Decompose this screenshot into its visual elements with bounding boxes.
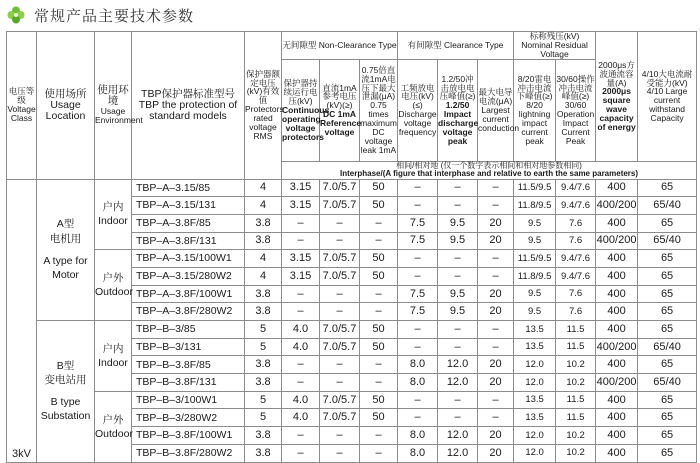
value-cell: 20 <box>478 444 514 462</box>
header-large-current: 4/10大电流耐受能力(kV) 4/10 Large current withstand Capacity <box>638 32 697 162</box>
value-cell: 400 <box>596 427 638 445</box>
value-cell: – <box>320 374 360 392</box>
value-cell: 3.8 <box>245 374 282 392</box>
header-residual-voltage: 标称残压(kV) Nominal Residual Voltage <box>514 32 596 60</box>
value-cell: 65 <box>638 444 697 462</box>
value-cell: 65 <box>638 427 697 445</box>
value-cell: – <box>478 391 514 409</box>
header-interphase-note: 相间/相对地 (仅一个数字表示相间和相对地参数相同) Interphase/(A figure that interphase and relative to earth the same parameters) <box>282 161 697 179</box>
value-cell: 7.5 <box>398 285 438 303</box>
value-cell: – <box>438 179 478 197</box>
value-cell: 65 <box>638 391 697 409</box>
value-cell: 50 <box>360 250 398 268</box>
value-cell: 20 <box>478 303 514 321</box>
value-cell: – <box>438 391 478 409</box>
value-cell: – <box>360 214 398 232</box>
usage-environment-text: Indoor <box>98 356 128 369</box>
model-cell: TBP–A–3.8F/100W1 <box>132 285 245 303</box>
header-usage-environment: 使用环境 Usage Environment <box>95 32 132 180</box>
value-cell: 12.0 <box>514 427 556 445</box>
value-cell: 400 <box>596 214 638 232</box>
value-cell: – <box>438 321 478 339</box>
value-cell: 65 <box>638 179 697 197</box>
value-cell: 400 <box>596 179 638 197</box>
value-cell: 3.8 <box>245 356 282 374</box>
value-cell: 9.5 <box>438 285 478 303</box>
value-cell: – <box>282 356 320 374</box>
value-cell: – <box>360 285 398 303</box>
value-cell: – <box>478 321 514 339</box>
value-cell: 50 <box>360 197 398 215</box>
value-cell: – <box>398 179 438 197</box>
value-cell: – <box>478 197 514 215</box>
value-cell: – <box>398 409 438 427</box>
usage-environment-cell <box>95 321 132 392</box>
header-model: TBP保护器标准型号 TBP the protection of standard models <box>132 32 245 180</box>
usage-environment-text: Outdoor <box>95 286 133 299</box>
value-cell: 4 <box>245 179 282 197</box>
value-cell: 10.2 <box>556 374 596 392</box>
model-cell: TBP–A–3.15/100W1 <box>132 250 245 268</box>
value-cell: – <box>320 444 360 462</box>
header-dc-1ma: 直流1mA参考电压(kV)(≥) DC 1mA Reference voltage <box>320 59 360 161</box>
value-cell: 4.0 <box>282 321 320 339</box>
value-cell: 8.0 <box>398 444 438 462</box>
value-cell: 13.5 <box>514 409 556 427</box>
value-cell: – <box>282 214 320 232</box>
value-cell: 9.4/7.6 <box>556 267 596 285</box>
value-cell: 65 <box>638 356 697 374</box>
header-max-current: 最大电导电流(μA) Largest current conduction <box>478 59 514 161</box>
value-cell: 400 <box>596 356 638 374</box>
value-cell: – <box>438 267 478 285</box>
value-cell: 400 <box>596 250 638 268</box>
value-cell: 65 <box>638 303 697 321</box>
value-cell: 4.0 <box>282 391 320 409</box>
value-cell: – <box>478 179 514 197</box>
value-cell: 9.5 <box>438 214 478 232</box>
table-row <box>7 179 697 197</box>
usage-environment-cell <box>95 250 132 321</box>
value-cell: 7.0/5.7 <box>320 179 360 197</box>
value-cell: 3.8 <box>245 232 282 250</box>
value-cell: 11.5/9.5 <box>514 250 556 268</box>
value-cell: 20 <box>478 374 514 392</box>
value-cell: 9.4/7.6 <box>556 250 596 268</box>
value-cell: 400/200 <box>596 338 638 356</box>
spec-table-body <box>7 179 697 462</box>
value-cell: 20 <box>478 214 514 232</box>
header-power-freq: 工频放电电压(kV)(≤) Discharge voltage frequency <box>398 59 438 161</box>
value-cell: 3.15 <box>282 197 320 215</box>
value-cell: – <box>360 374 398 392</box>
model-cell: TBP–B–3.8F/131 <box>132 374 245 392</box>
value-cell: 12.0 <box>438 374 478 392</box>
value-cell: 7.0/5.7 <box>320 267 360 285</box>
model-cell: TBP–A–3.15/85 <box>132 179 245 197</box>
value-cell: 3.15 <box>282 267 320 285</box>
value-cell: 11.5 <box>556 409 596 427</box>
value-cell: 400 <box>596 391 638 409</box>
value-cell: 4.0 <box>282 338 320 356</box>
table-row <box>7 250 697 268</box>
value-cell: – <box>282 303 320 321</box>
value-cell: – <box>320 427 360 445</box>
value-cell: – <box>478 409 514 427</box>
value-cell: – <box>398 391 438 409</box>
value-cell: 65/40 <box>638 374 697 392</box>
table-row <box>7 321 697 339</box>
value-cell: 65 <box>638 285 697 303</box>
value-cell: – <box>438 250 478 268</box>
value-cell: 7.6 <box>556 214 596 232</box>
model-cell: TBP–A–3.8F/280W2 <box>132 303 245 321</box>
value-cell: 50 <box>360 179 398 197</box>
model-cell: TBP–B–3/280W2 <box>132 409 245 427</box>
usage-location-text: B type Substation <box>40 396 91 423</box>
value-cell: 50 <box>360 391 398 409</box>
value-cell: 3.8 <box>245 427 282 445</box>
value-cell: 12.0 <box>438 356 478 374</box>
clover-icon <box>6 5 26 25</box>
value-cell: – <box>478 267 514 285</box>
spec-table <box>6 31 697 463</box>
model-cell: TBP–B–3.8F/280W2 <box>132 444 245 462</box>
value-cell: 7.6 <box>556 303 596 321</box>
value-cell: 13.5 <box>514 391 556 409</box>
value-cell: 5 <box>245 338 282 356</box>
header-lightning: 8/20雷电冲击电流下峰值(≥) 8/20 lightning impact current peak <box>514 59 556 161</box>
value-cell: – <box>282 374 320 392</box>
value-cell: 7.5 <box>398 303 438 321</box>
value-cell: – <box>360 356 398 374</box>
value-cell: 50 <box>360 321 398 339</box>
page-title: 常规产品主要技术参数 <box>34 7 195 25</box>
value-cell: 4 <box>245 267 282 285</box>
value-cell: – <box>320 285 360 303</box>
value-cell: – <box>282 444 320 462</box>
value-cell: 8.0 <box>398 356 438 374</box>
usage-environment-text: Outdoor <box>95 427 133 440</box>
value-cell: – <box>398 267 438 285</box>
value-cell: – <box>438 197 478 215</box>
value-cell: – <box>398 338 438 356</box>
value-cell: 4 <box>245 197 282 215</box>
header-clearance: 有间隙型 Clearance Type <box>398 32 514 60</box>
value-cell: 9.5 <box>514 303 556 321</box>
model-cell: TBP–B–3.8F/85 <box>132 356 245 374</box>
model-cell: TBP–A–3.8F/85 <box>132 214 245 232</box>
header-continuous-voltage: 保护器持续运行电压(kV) Continuous operating voltage protectors <box>282 59 320 161</box>
usage-environment-cell <box>95 179 132 250</box>
value-cell: 9.5 <box>438 303 478 321</box>
value-cell: 9.4/7.6 <box>556 197 596 215</box>
value-cell: – <box>282 232 320 250</box>
value-cell: 65 <box>638 250 697 268</box>
value-cell: – <box>282 285 320 303</box>
value-cell: 9.5 <box>438 232 478 250</box>
model-cell: TBP–B–3/131 <box>132 338 245 356</box>
value-cell: 20 <box>478 356 514 374</box>
value-cell: – <box>478 338 514 356</box>
value-cell: – <box>320 232 360 250</box>
value-cell: 3.8 <box>245 285 282 303</box>
value-cell: 12.0 <box>438 427 478 445</box>
usage-location-text: A型 <box>56 218 75 231</box>
value-cell: 4.0 <box>282 409 320 427</box>
usage-environment-text: Indoor <box>98 215 128 228</box>
value-cell: 20 <box>478 427 514 445</box>
value-cell: 7.0/5.7 <box>320 250 360 268</box>
value-cell: – <box>398 321 438 339</box>
usage-location-cell <box>37 321 95 463</box>
value-cell: 9.5 <box>514 214 556 232</box>
model-cell: TBP–A–3.8F/131 <box>132 232 245 250</box>
value-cell: 7.5 <box>398 232 438 250</box>
model-cell: TBP–B–3.8F/100W1 <box>132 427 245 445</box>
value-cell: – <box>320 214 360 232</box>
value-cell: 13.5 <box>514 321 556 339</box>
value-cell: 11.5 <box>556 321 596 339</box>
value-cell: 400/200 <box>596 232 638 250</box>
value-cell: 400 <box>596 409 638 427</box>
value-cell: 7.0/5.7 <box>320 197 360 215</box>
value-cell: 9.5 <box>514 232 556 250</box>
value-cell: 7.5 <box>398 214 438 232</box>
usage-location-text: B型 <box>56 359 75 372</box>
value-cell: 5 <box>245 409 282 427</box>
value-cell: 20 <box>478 232 514 250</box>
usage-environment-text: 户外 <box>102 272 124 284</box>
value-cell: 13.5 <box>514 338 556 356</box>
value-cell: 7.0/5.7 <box>320 321 360 339</box>
header-rated-voltage: 保护器额定电压(kV)有效值 Protectors rated voltage RMS <box>245 32 282 180</box>
value-cell: 3.15 <box>282 179 320 197</box>
value-cell: – <box>320 303 360 321</box>
value-cell: 8.0 <box>398 374 438 392</box>
value-cell: 20 <box>478 285 514 303</box>
value-cell: 65 <box>638 321 697 339</box>
value-cell: 9.4/7.6 <box>556 179 596 197</box>
value-cell: – <box>360 232 398 250</box>
value-cell: 65 <box>638 267 697 285</box>
header-leak-current: 0.75倍直流1mA电压下最大泄漏(μA) 0.75 times maximum DC voltage leak 1mA <box>360 59 398 161</box>
voltage-class-cell: 3kV <box>7 179 37 462</box>
page-title-bar <box>6 4 194 26</box>
value-cell: – <box>282 427 320 445</box>
value-cell: 12.0 <box>514 356 556 374</box>
value-cell: 8.0 <box>398 427 438 445</box>
value-cell: 400/200 <box>596 374 638 392</box>
usage-location-text: 电机用 <box>49 232 82 245</box>
value-cell: 7.0/5.7 <box>320 409 360 427</box>
value-cell: – <box>360 303 398 321</box>
value-cell: – <box>438 409 478 427</box>
value-cell: 3.8 <box>245 444 282 462</box>
value-cell: 4 <box>245 250 282 268</box>
value-cell: 11.5 <box>556 391 596 409</box>
value-cell: 65 <box>638 214 697 232</box>
value-cell: 10.2 <box>556 427 596 445</box>
header-voltage-class: 电压等级 Voltage Class <box>7 32 37 180</box>
value-cell: 400 <box>596 285 638 303</box>
value-cell: 400 <box>596 303 638 321</box>
model-cell: TBP–B–3/100W1 <box>132 391 245 409</box>
usage-location-text: A type for Motor <box>43 254 88 281</box>
value-cell: 5 <box>245 321 282 339</box>
value-cell: – <box>320 356 360 374</box>
value-cell: 12.0 <box>514 374 556 392</box>
value-cell: 50 <box>360 267 398 285</box>
value-cell: 50 <box>360 338 398 356</box>
usage-environment-text: 户内 <box>102 342 124 355</box>
model-cell: TBP–B–3/85 <box>132 321 245 339</box>
header-square-wave: 2000μs方波通流容量(A) 2000μs square wave capacity of energy <box>596 32 638 162</box>
value-cell: 7.0/5.7 <box>320 391 360 409</box>
value-cell: 11.8/9.5 <box>514 197 556 215</box>
table-row <box>7 391 697 409</box>
value-cell: 7.0/5.7 <box>320 338 360 356</box>
value-cell: 10.2 <box>556 356 596 374</box>
value-cell: 10.2 <box>556 444 596 462</box>
value-cell: 7.6 <box>556 285 596 303</box>
value-cell: 9.5 <box>514 285 556 303</box>
value-cell: 11.5/9.5 <box>514 179 556 197</box>
value-cell: 3.8 <box>245 303 282 321</box>
value-cell: – <box>398 250 438 268</box>
value-cell: – <box>360 427 398 445</box>
model-cell: TBP–A–3.15/131 <box>132 197 245 215</box>
usage-environment-text: 户外 <box>102 413 124 426</box>
usage-environment-cell <box>95 391 132 462</box>
header-usage-location: 使用场所 Usage Location <box>37 32 95 180</box>
usage-environment-text: 户内 <box>102 201 124 214</box>
value-cell: 400 <box>596 321 638 339</box>
value-cell: 400 <box>596 444 638 462</box>
value-cell: 400/200 <box>596 197 638 215</box>
value-cell: 65/40 <box>638 232 697 250</box>
header-operation: 30/60操作冲击电流峰值(≥) 30/60 Operation Impact Current Peak <box>556 59 596 161</box>
model-cell: TBP–A–3.15/280W2 <box>132 267 245 285</box>
value-cell: – <box>478 250 514 268</box>
value-cell: 7.6 <box>556 232 596 250</box>
value-cell: 5 <box>245 391 282 409</box>
value-cell: – <box>438 338 478 356</box>
usage-location-text: 变电站用 <box>44 374 87 387</box>
header-impulse-discharge: 1.2/50冲击放电电压峰值(≥) 1.2/50 Impact discharge voltage peak <box>438 59 478 161</box>
value-cell: 11.8/9.5 <box>514 267 556 285</box>
value-cell: 65/40 <box>638 338 697 356</box>
value-cell: 3.15 <box>282 250 320 268</box>
header-non-clearance: 无间隙型 Non-Clearance Type <box>282 32 398 60</box>
value-cell: 12.0 <box>438 444 478 462</box>
value-cell: 65/40 <box>638 197 697 215</box>
value-cell: 50 <box>360 409 398 427</box>
value-cell: 12.0 <box>514 444 556 462</box>
value-cell: 3.8 <box>245 214 282 232</box>
value-cell: 400 <box>596 267 638 285</box>
value-cell: – <box>360 444 398 462</box>
value-cell: 11.5 <box>556 338 596 356</box>
value-cell: – <box>398 197 438 215</box>
usage-location-cell <box>37 179 95 321</box>
value-cell: 65 <box>638 409 697 427</box>
